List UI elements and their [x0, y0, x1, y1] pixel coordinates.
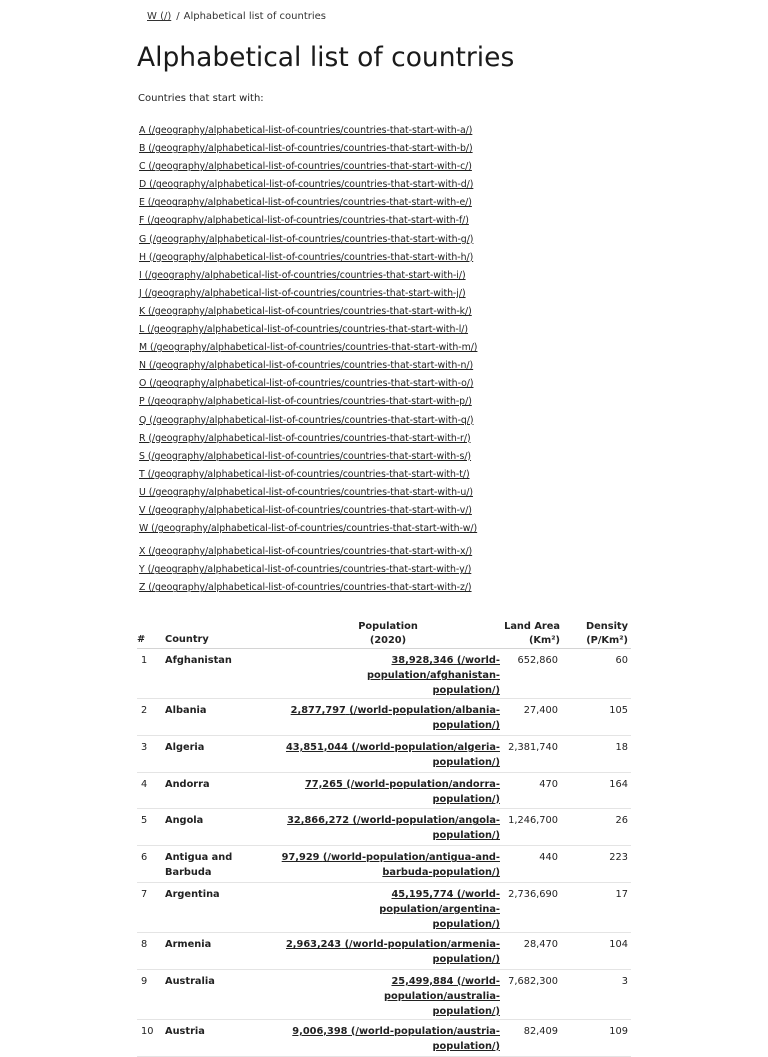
cell-density: 3 — [621, 975, 628, 987]
cell-density: 164 — [609, 778, 628, 790]
letter-list-item — [139, 373, 477, 391]
population-value: 2,963,243 — [285, 938, 342, 950]
population-value: 38,928,346 — [391, 655, 454, 666]
population-link-path-end: population/) — [432, 830, 500, 842]
letter-link-d[interactable]: D (/geography/alphabetical-list-of-countries/countries-that-start-with-d/) — [139, 179, 474, 191]
table-header-row — [137, 612, 631, 649]
letter-link-j[interactable]: J (/geography/alphabetical-list-of-countries/countries-that-start-with-j/) — [139, 287, 466, 299]
table-row — [137, 846, 631, 883]
cell-number: 6 — [141, 852, 148, 864]
cell-land-area: 28,470 — [523, 938, 558, 950]
population-link[interactable] — [384, 976, 500, 1017]
population-link-path-end: population/) — [432, 720, 500, 731]
letter-link-list — [139, 120, 477, 595]
letter-list-item — [139, 210, 477, 228]
letter-link-a[interactable]: A (/geography/alphabetical-list-of-countries/countries-that-start-with-a/) — [139, 125, 473, 136]
header-country: Country — [165, 634, 209, 645]
letter-list-item — [139, 391, 477, 409]
population-link-path-end: population/) — [432, 1040, 500, 1052]
table-row — [137, 809, 631, 846]
cell-country: Algeria — [165, 741, 205, 753]
cell-number: 10 — [141, 1025, 154, 1037]
letter-list-item — [139, 482, 477, 500]
population-link-path-end: population/) — [432, 918, 500, 930]
breadcrumb-home-link[interactable]: W (/) — [147, 11, 172, 22]
header-land-area-line1: Land Area — [504, 621, 560, 632]
cell-country: Argentina — [165, 888, 220, 900]
letter-list-item — [139, 301, 477, 319]
cell-number: 7 — [141, 888, 148, 900]
cell-land-area: 652,860 — [517, 655, 558, 666]
header-density-line2: (P/Km²) — [586, 635, 628, 646]
population-link-path: (/world-population/afghanistan- — [367, 655, 500, 681]
page-title: Alphabetical list of countries — [137, 42, 515, 73]
letter-link-u[interactable]: U (/geography/alphabetical-list-of-countries/countries-that-start-with-u/) — [139, 486, 474, 498]
letter-list-item — [139, 156, 477, 174]
letter-link-o[interactable]: O (/geography/alphabetical-list-of-countries/countries-that-start-with-o/) — [139, 378, 474, 390]
letter-link-s[interactable]: S (/geography/alphabetical-list-of-countries/countries-that-start-with-s/) — [139, 450, 472, 462]
countries-table — [137, 612, 631, 1057]
header-land-area-line2: (Km²) — [528, 635, 560, 646]
header-land-area — [500, 612, 566, 649]
cell-country: Australia — [165, 975, 215, 987]
table-row — [137, 969, 631, 1019]
population-value: 97,929 — [281, 852, 320, 864]
letter-link-q[interactable]: Q (/geography/alphabetical-list-of-countries/countries-that-start-with-q/) — [139, 414, 474, 426]
cell-country: Austria — [165, 1025, 205, 1037]
table-row — [137, 882, 631, 932]
cell-density: 109 — [609, 1025, 628, 1037]
letter-list-item — [139, 410, 477, 428]
letter-link-b[interactable]: B (/geography/alphabetical-list-of-countries/countries-that-start-with-b/) — [139, 143, 473, 155]
cell-population — [276, 969, 500, 1019]
table-row — [137, 649, 631, 699]
cell-country: Antigua and Barbuda — [165, 852, 233, 879]
letter-list-item — [139, 247, 477, 265]
letter-list-item — [139, 120, 477, 138]
letter-list-item — [139, 446, 477, 464]
cell-population — [276, 932, 500, 969]
cell-density: 26 — [615, 815, 628, 827]
letter-link-p[interactable]: P (/geography/alphabetical-list-of-countries/countries-that-start-with-p/) — [139, 396, 472, 408]
cell-population — [276, 1019, 500, 1056]
cell-country: Andorra — [165, 778, 210, 790]
population-link[interactable] — [292, 1026, 500, 1052]
cell-population — [276, 649, 500, 699]
population-value: 9,006,398 — [292, 1025, 348, 1037]
cell-population — [276, 882, 500, 932]
population-link[interactable] — [291, 705, 500, 731]
population-link[interactable] — [282, 852, 500, 878]
header-density — [566, 612, 631, 649]
breadcrumb-current: Alphabetical list of countries — [183, 11, 326, 22]
letter-link-x[interactable]: X (/geography/alphabetical-list-of-countries/countries-that-start-with-x/) — [139, 546, 473, 558]
letter-link-h[interactable]: H (/geography/alphabetical-list-of-countries/countries-that-start-with-h/) — [139, 251, 474, 263]
letter-list-item — [139, 319, 477, 337]
letter-list-item — [139, 500, 477, 518]
population-value: 43,851,044 — [285, 741, 348, 753]
population-link-path: (/world-population/argentina- — [379, 888, 500, 915]
letter-link-f[interactable]: F (/geography/alphabetical-list-of-countries/countries-that-start-with-f/) — [139, 215, 469, 227]
table-row — [137, 699, 631, 736]
cell-land-area: 2,381,740 — [508, 741, 558, 753]
letter-link-n[interactable]: N (/geography/alphabetical-list-of-countries/countries-that-start-with-n/) — [139, 360, 474, 372]
cell-land-area: 2,736,690 — [508, 888, 558, 900]
header-population-line1: Population — [358, 621, 418, 632]
letter-link-l[interactable]: L (/geography/alphabetical-list-of-countries/countries-that-start-with-l/) — [139, 324, 469, 336]
cell-number: 9 — [141, 975, 148, 987]
population-link-path-end: barbuda-population/) — [382, 867, 500, 879]
cell-country: Afghanistan — [165, 655, 232, 666]
breadcrumb — [147, 11, 326, 22]
table-row — [137, 735, 631, 772]
letter-link-e[interactable]: E (/geography/alphabetical-list-of-countries/countries-that-start-with-e/) — [139, 197, 472, 209]
letter-list-item — [139, 229, 477, 247]
letter-link-y[interactable]: Y (/geography/alphabetical-list-of-countries/countries-that-start-with-y/) — [139, 564, 472, 576]
cell-land-area: 1,246,700 — [508, 815, 558, 827]
letter-link-i[interactable]: I (/geography/alphabetical-list-of-countries/countries-that-start-with-i/) — [139, 269, 466, 281]
cell-population — [276, 699, 500, 736]
cell-land-area: 7,682,300 — [508, 975, 558, 987]
letter-list-item — [139, 192, 477, 210]
cell-land-area: 470 — [539, 778, 558, 790]
population-link[interactable] — [305, 779, 500, 805]
letter-list-item — [139, 265, 477, 283]
cell-density: 18 — [615, 741, 628, 753]
cell-number: 2 — [141, 705, 148, 716]
cell-population — [276, 735, 500, 772]
population-link-path: (/world-population/antigua-and- — [322, 852, 500, 864]
cell-population — [276, 846, 500, 883]
population-link-path: (/world-population/angola- — [352, 815, 500, 827]
population-link-path-end: population/) — [432, 685, 500, 696]
letter-link-z[interactable]: Z (/geography/alphabetical-list-of-countries/countries-that-start-with-z/) — [139, 582, 472, 594]
letter-link-r[interactable]: R (/geography/alphabetical-list-of-countries/countries-that-start-with-r/) — [139, 432, 471, 444]
population-link-path: (/world-population/andorra- — [346, 778, 500, 790]
table-row — [137, 1019, 631, 1056]
population-link[interactable] — [379, 889, 500, 930]
intro-text: Countries that start with: — [138, 93, 264, 104]
cell-population — [276, 809, 500, 846]
breadcrumb-separator: / — [176, 11, 180, 22]
letter-link-w[interactable]: W (/geography/alphabetical-list-of-countries/countries-that-start-with-w/) — [139, 523, 478, 535]
letter-list-item — [139, 138, 477, 156]
population-link-path: (/world-population/austria- — [350, 1025, 500, 1037]
letter-list-item — [139, 541, 477, 559]
letter-link-c[interactable]: C (/geography/alphabetical-list-of-countries/countries-that-start-with-c/) — [139, 161, 472, 173]
population-value: 77,265 — [304, 778, 343, 790]
cell-number: 4 — [141, 778, 148, 790]
letter-link-v[interactable]: V (/geography/alphabetical-list-of-countries/countries-that-start-with-v/) — [139, 504, 472, 516]
population-value: 32,866,272 — [287, 815, 350, 827]
cell-number: 1 — [141, 655, 148, 666]
letter-list-item — [139, 174, 477, 192]
cell-density: 223 — [609, 852, 628, 864]
letter-list-item — [139, 355, 477, 373]
letter-list-item — [139, 283, 477, 301]
population-link[interactable] — [287, 815, 500, 841]
letter-list-item — [139, 559, 477, 577]
letter-link-m[interactable]: M (/geography/alphabetical-list-of-countries/countries-that-start-with-m/) — [139, 342, 478, 354]
population-link-path-end: population/) — [432, 953, 500, 965]
letter-list-item — [139, 428, 477, 446]
population-value: 25,499,884 — [391, 975, 454, 987]
population-value: 45,195,774 — [391, 888, 454, 900]
header-density-line1: Density — [585, 621, 628, 632]
cell-density: 17 — [615, 888, 628, 900]
letter-link-k[interactable]: K (/geography/alphabetical-list-of-countries/countries-that-start-with-k/) — [139, 305, 472, 317]
letter-list-item — [139, 337, 477, 355]
population-value: 2,877,797 — [290, 705, 346, 716]
cell-density: 60 — [615, 655, 628, 666]
table-row — [137, 772, 631, 809]
cell-country: Armenia — [165, 938, 212, 950]
header-number: # — [137, 634, 146, 645]
population-link-path-end: population/) — [432, 756, 500, 768]
cell-land-area: 82,409 — [523, 1025, 558, 1037]
cell-population — [276, 772, 500, 809]
cell-density: 105 — [609, 705, 628, 716]
population-link-path: (/world-population/albania- — [349, 705, 500, 716]
cell-land-area: 440 — [539, 852, 558, 864]
population-link[interactable] — [286, 939, 500, 965]
header-population — [276, 612, 500, 649]
cell-country: Albania — [165, 705, 207, 716]
cell-number: 8 — [141, 938, 148, 950]
cell-country: Angola — [165, 815, 204, 827]
population-link-path: (/world-population/armenia- — [344, 938, 500, 950]
population-link[interactable] — [367, 655, 500, 696]
population-link[interactable] — [286, 742, 500, 768]
cell-number: 5 — [141, 815, 148, 827]
population-link-path-end: population/) — [432, 1005, 500, 1017]
cell-number: 3 — [141, 741, 148, 753]
cell-land-area: 27,400 — [523, 705, 558, 716]
header-population-line2: (2020) — [369, 635, 407, 646]
letter-list-item — [139, 518, 477, 536]
population-link-path: (/world-population/australia- — [384, 975, 500, 1002]
letter-list-item — [139, 464, 477, 482]
letter-link-t[interactable]: T (/geography/alphabetical-list-of-countries/countries-that-start-with-t/) — [139, 468, 470, 480]
population-link-path-end: population/) — [432, 793, 500, 805]
population-link-path: (/world-population/algeria- — [351, 741, 500, 753]
table-row — [137, 932, 631, 969]
letter-link-g[interactable]: G (/geography/alphabetical-list-of-countries/countries-that-start-with-g/) — [139, 233, 474, 245]
cell-density: 104 — [609, 938, 628, 950]
letter-list-item — [139, 577, 477, 595]
